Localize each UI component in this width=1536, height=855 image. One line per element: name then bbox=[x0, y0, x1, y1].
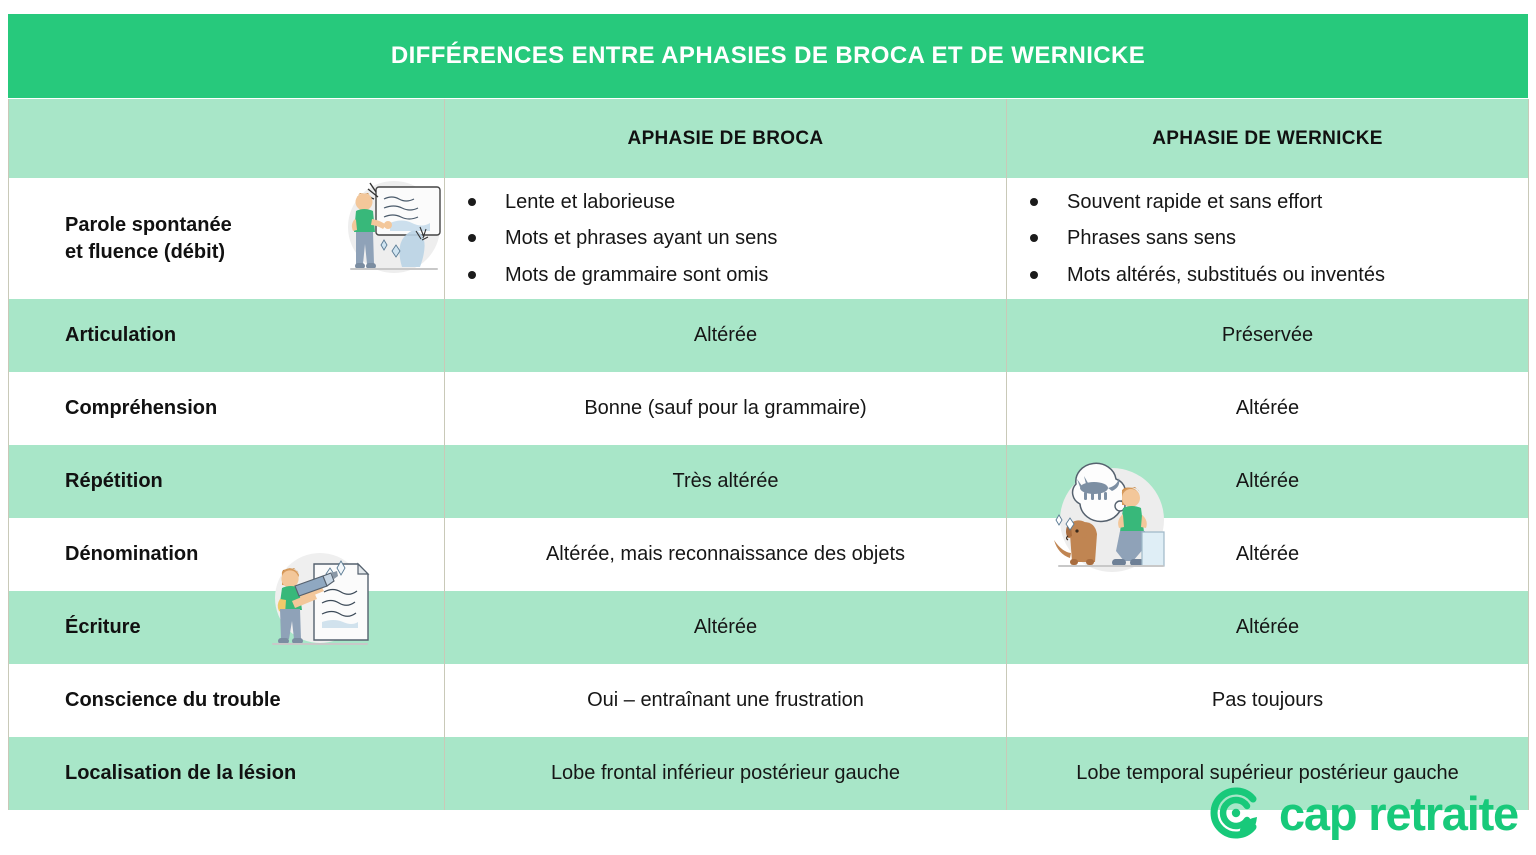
cell-broca-conscience-du-trouble: Oui – entraînant une frustration bbox=[445, 664, 1007, 737]
brand-wordmark: cap retraite bbox=[1278, 786, 1518, 840]
table-row bbox=[9, 178, 1529, 299]
cell-broca-localisation-lesion: Lobe frontal inférieur postérieur gauche bbox=[445, 737, 1007, 810]
row-label-ecriture: Écriture bbox=[9, 591, 445, 664]
row-label-parole-spontanee bbox=[9, 178, 445, 299]
bullet-list-wernicke bbox=[1015, 184, 1514, 293]
page-title: DIFFÉRENCES ENTRE APHASIES DE BROCA ET DE WERNICKE bbox=[390, 42, 1146, 69]
row-label-comprehension: Compréhension bbox=[9, 372, 445, 445]
header-cell-blank bbox=[9, 99, 445, 178]
list-item: Mots de grammaire sont omis bbox=[505, 257, 992, 293]
table-row bbox=[9, 518, 1529, 591]
table-row bbox=[9, 445, 1529, 518]
list-item: Lente et laborieuse bbox=[505, 184, 992, 220]
row-label-conscience-du-trouble: Conscience du trouble bbox=[9, 664, 445, 737]
header-cell-wernicke: APHASIE DE WERNICKE bbox=[1007, 99, 1529, 178]
row-label-line-1: Parole spontanée bbox=[65, 214, 232, 237]
cell-broca-repetition: Très altérée bbox=[445, 445, 1007, 518]
row-label-line-2: et fluence (débit) bbox=[65, 240, 226, 263]
list-item: Phrases sans sens bbox=[1067, 220, 1514, 256]
table-row bbox=[9, 299, 1529, 372]
row-label-denomination: Dénomination bbox=[9, 518, 445, 591]
cell-wernicke-articulation: Préservée bbox=[1007, 299, 1529, 372]
cell-broca-comprehension: Bonne (sauf pour la grammaire) bbox=[445, 372, 1007, 445]
row-label-articulation: Articulation bbox=[9, 299, 445, 372]
table-row bbox=[9, 664, 1529, 737]
cell-broca-parole-spontanee bbox=[445, 178, 1007, 299]
row-label-repetition: Répétition bbox=[9, 445, 445, 518]
cell-wernicke-conscience-du-trouble: Pas toujours bbox=[1007, 664, 1529, 737]
brand-logo[interactable] bbox=[1209, 785, 1518, 841]
cell-wernicke-ecriture: Altérée bbox=[1007, 591, 1529, 664]
list-item: Mots et phrases ayant un sens bbox=[505, 220, 992, 256]
aphasia-comparison-table bbox=[8, 99, 1529, 810]
table-row bbox=[9, 372, 1529, 445]
row-label-localisation-lesion: Localisation de la lésion bbox=[9, 737, 445, 810]
cap-retraite-logo-icon bbox=[1209, 785, 1265, 841]
header-cell-broca: APHASIE DE BROCA bbox=[445, 99, 1007, 178]
cell-wernicke-localisation-lesion: Lobe temporal supérieur postérieur gauche bbox=[1007, 737, 1529, 810]
cell-wernicke-comprehension: Altérée bbox=[1007, 372, 1529, 445]
table-header-row bbox=[9, 99, 1529, 178]
table-row bbox=[9, 591, 1529, 664]
cell-broca-denomination: Altérée, mais reconnaissance des objets bbox=[445, 518, 1007, 591]
title-banner bbox=[8, 14, 1528, 98]
cell-wernicke-repetition: Altérée bbox=[1007, 445, 1529, 518]
list-item: Mots altérés, substitués ou inventés bbox=[1067, 257, 1514, 293]
cell-broca-ecriture: Altérée bbox=[445, 591, 1007, 664]
bullet-list-broca bbox=[453, 184, 992, 293]
cell-wernicke-denomination: Altérée bbox=[1007, 518, 1529, 591]
cell-broca-articulation: Altérée bbox=[445, 299, 1007, 372]
list-item: Souvent rapide et sans effort bbox=[1067, 184, 1514, 220]
cell-wernicke-parole-spontanee bbox=[1007, 178, 1529, 299]
